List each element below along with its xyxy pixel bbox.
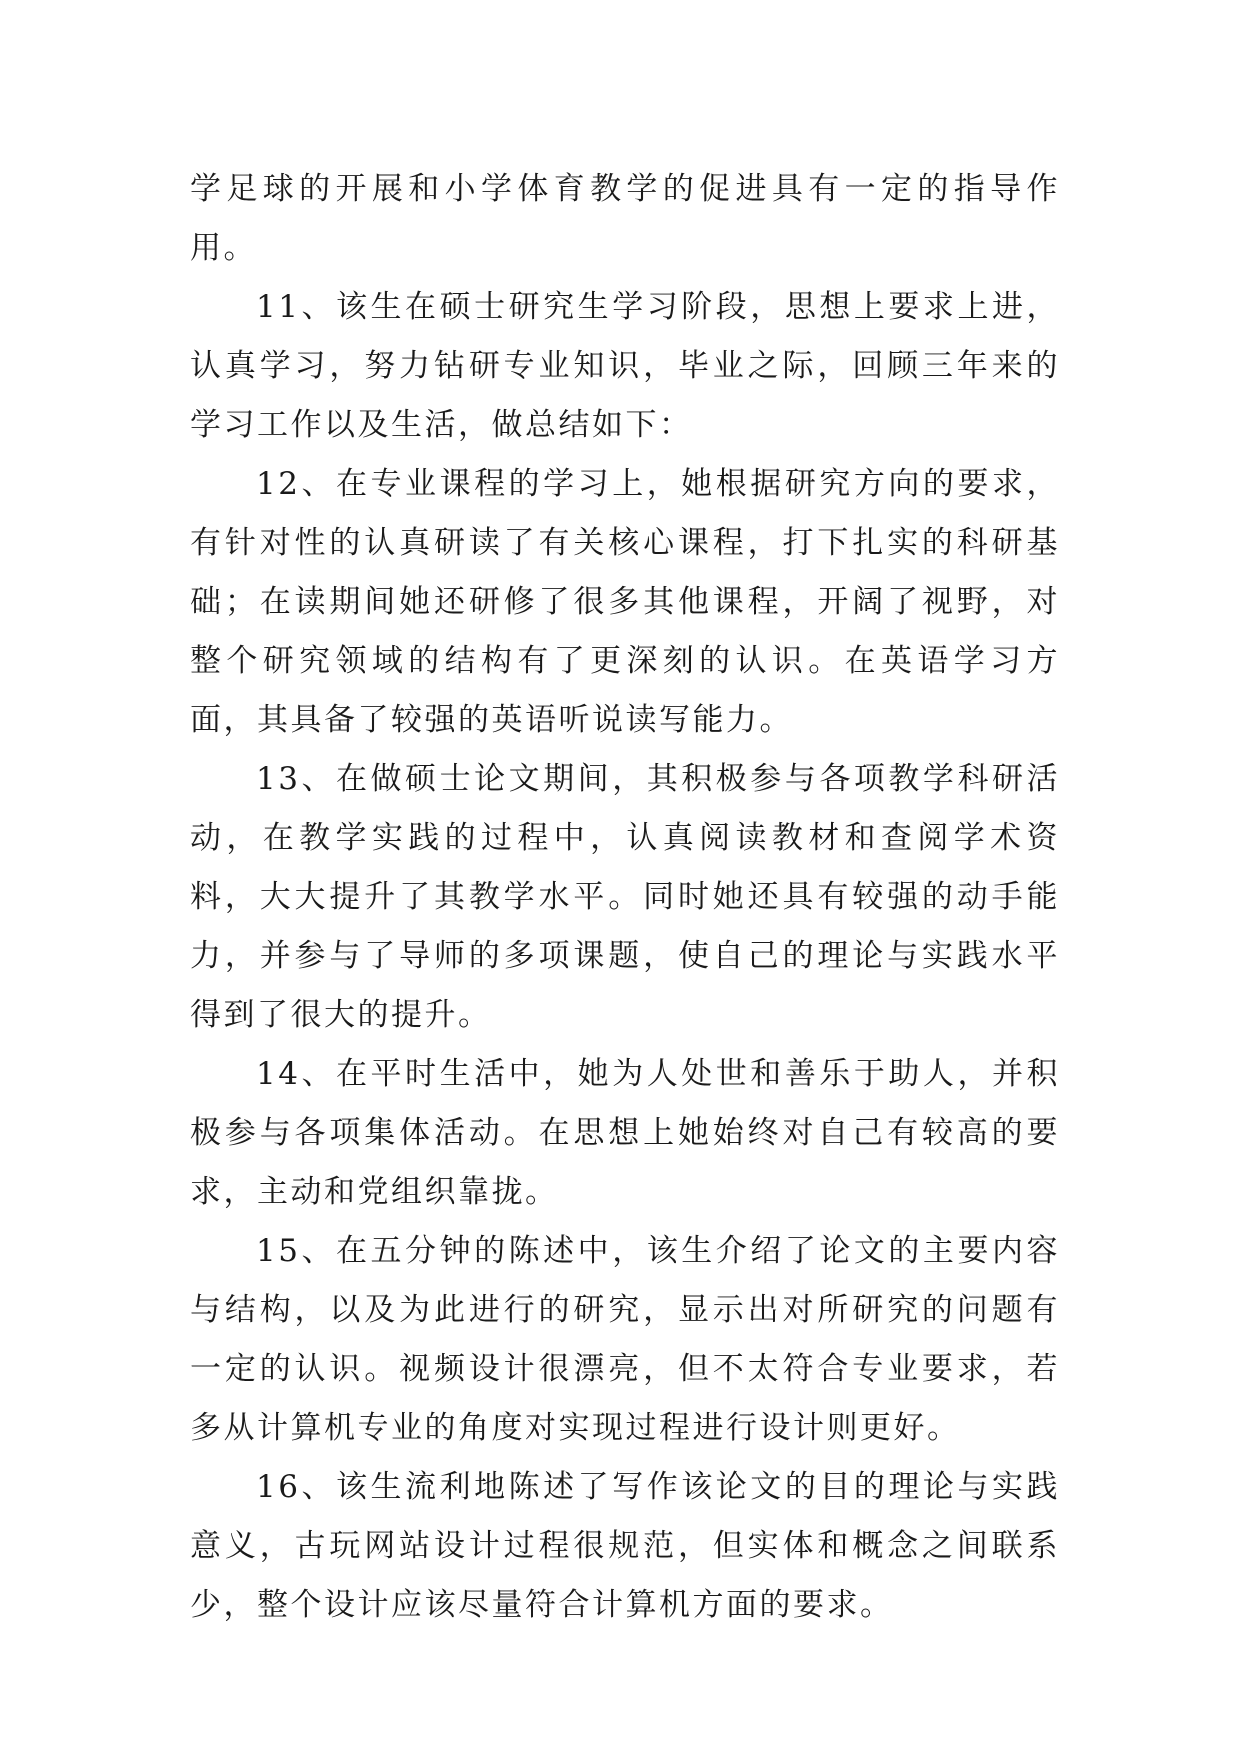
- paragraph-continuation: 学足球的开展和小学体育教学的促进具有一定的指导作用。: [190, 171, 1060, 266]
- paragraph-14: 14、在平时生活中，她为人处世和善乐于助人，并积极参与各项集体活动。在思想上她始终对自己有较高的要求，主动和党组织靠拢。: [190, 1056, 1060, 1210]
- paragraph-11: 11、该生在硕士研究生学习阶段，思想上要求上进，认真学习，努力钻研专业知识，毕业之际，回顾三年来的学习工作以及生活，做总结如下：: [190, 289, 1060, 443]
- document-body: [190, 160, 1060, 1635]
- paragraph-16: 16、该生流利地陈述了写作该论文的目的理论与实践意义，古玩网站设计过程很规范，但实体和概念之间联系少，整个设计应该尽量符合计算机方面的要求。: [190, 1469, 1060, 1623]
- paragraph-15: 15、在五分钟的陈述中，该生介绍了论文的主要内容与结构，以及为此进行的研究，显示出对所研究的问题有一定的认识。视频设计很漂亮，但不太符合专业要求，若多从计算机专业的角度对实现过程进行设计则更好。: [190, 1233, 1060, 1446]
- paragraph-13: 13、在做硕士论文期间，其积极参与各项教学科研活动，在教学实践的过程中，认真阅读教材和查阅学术资料，大大提升了其教学水平。同时她还具有较强的动手能力，并参与了导师的多项课题，使自己的理论与实践水平得到了很大的提升。: [190, 761, 1060, 1033]
- paragraph-12: 12、在专业课程的学习上，她根据研究方向的要求，有针对性的认真研读了有关核心课程，打下扎实的科研基础；在读期间她还研修了很多其他课程，开阔了视野，对整个研究领域的结构有了更深刻的认识。在英语学习方面，其具备了较强的英语听说读写能力。: [190, 466, 1060, 738]
